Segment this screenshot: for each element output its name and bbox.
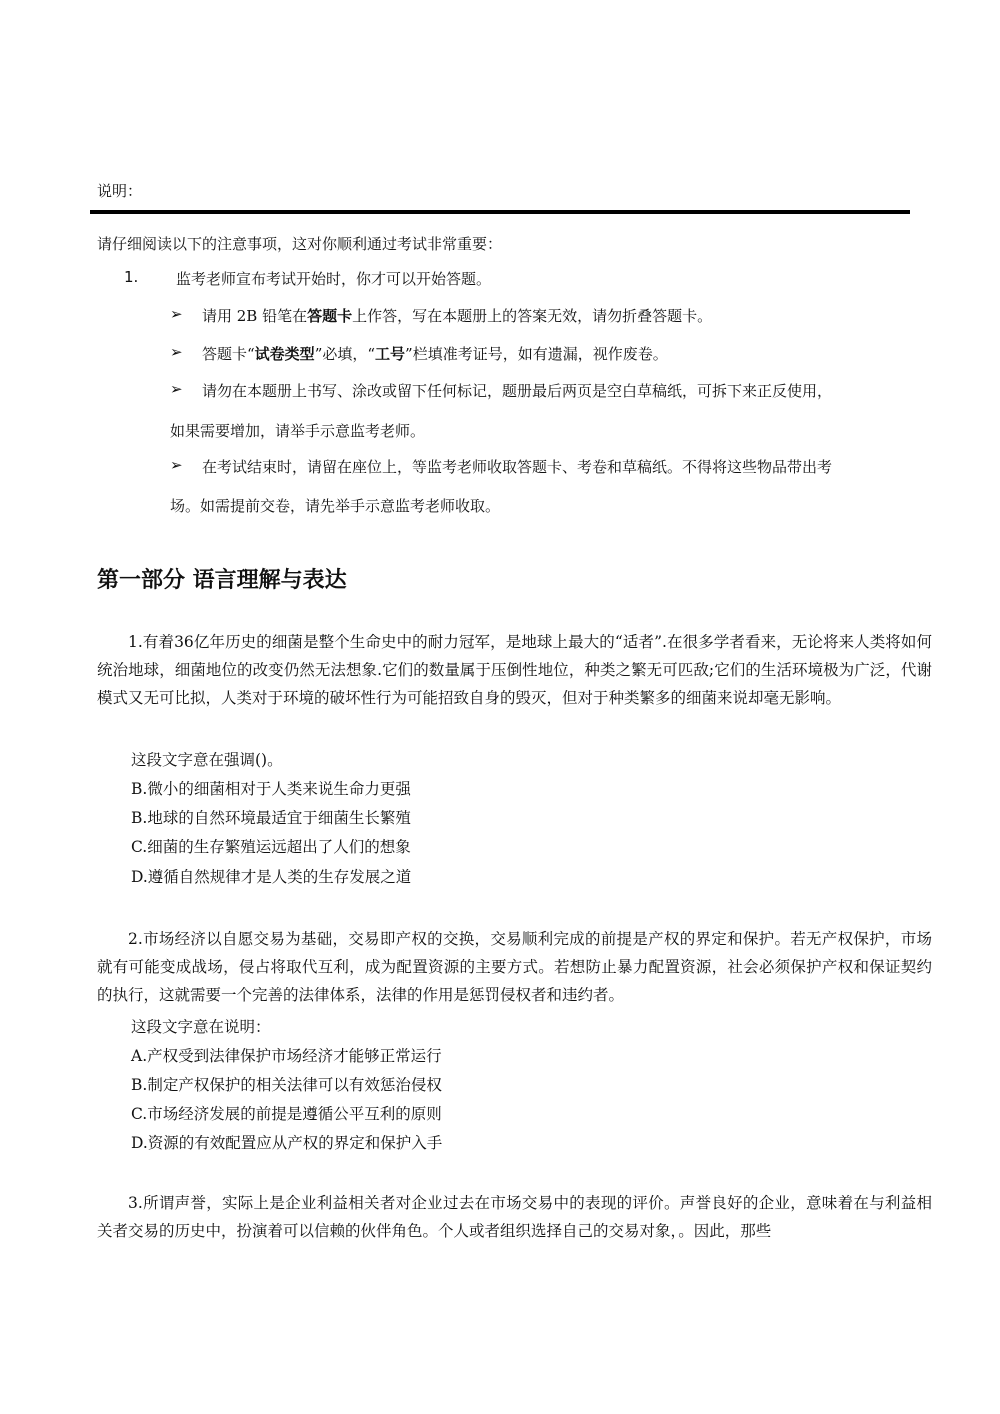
instructions-label: 说明： — [97, 182, 143, 200]
question-2-option: D.资源的有效配置应从产权的界定和保护入手 — [131, 1134, 443, 1152]
notice-intro: 请仔细阅读以下的注意事项，这对你顺利通过考试非常重要： — [97, 235, 503, 253]
notice-bullet-3-line-2: 如果需要增加，请举手示意监考老师。 — [170, 422, 426, 440]
question-3-stem — [97, 1189, 932, 1245]
notice-bullet-4-line-2: 场。如需提前交卷，请先举手示意监考老师收取。 — [170, 497, 501, 515]
question-2-option: A.产权受到法律保护市场经济才能够正常运行 — [131, 1047, 442, 1065]
question-2-option: C.市场经济发展的前提是遵循公平互利的原则 — [131, 1105, 442, 1123]
question-stem-text: 1.有着36亿年历史的细菌是整个生命史中的耐力冠军，是地球上最大的“适者”.在很多学者看来，无论将来人类将如何统治地球，细菌地位的改变仍然无法想象.它们的数量属于压倒性地位，种类之繁无可匹敌;它们的生活环境极为广泛，代谢模式又无可比拟，人类对于环境的破坏性行为可能招致自身的毁灭，但对于种类繁多的细菌来说却毫无影响。 — [97, 633, 932, 707]
question-1-option: C.细菌的生存繁殖运远超出了人们的想象 — [131, 838, 411, 856]
bullet-emphasis: 试卷类型 — [254, 345, 315, 363]
arrow-bullet-icon: ➢ — [170, 456, 183, 474]
notice-bullet-2 — [202, 343, 668, 364]
question-1-option: D.遵循自然规律才是人类的生存发展之道 — [131, 868, 412, 886]
bullet-text: 答题卡“ — [202, 345, 255, 363]
notice-bullet-3-line-1: 请勿在本题册上书写、涂改或留下任何标记，题册最后两页是空白草稿纸，可拆下来正反使用， — [202, 382, 833, 400]
bullet-text: 上作答，写在本题册上的答案无效，请勿折叠答题卡。 — [352, 307, 713, 325]
question-1-prompt: 这段文字意在强调()。 — [131, 751, 283, 769]
notice-bullet-4-line-1: 在考试结束时，请留在座位上，等监考老师收取答题卡、考卷和草稿纸。不得将这些物品带出考 — [202, 458, 833, 476]
bullet-text: ”栏填准考证号，如有遗漏，视作废卷。 — [405, 345, 668, 363]
arrow-bullet-icon: ➢ — [170, 380, 183, 398]
question-2-stem — [97, 925, 932, 1009]
question-1-option: B.地球的自然环境最适宜于细菌生长繁殖 — [131, 809, 411, 827]
question-stem-text: 3.所谓声誉，实际上是企业利益相关者对企业过去在市场交易中的表现的评价。声誉良好的企业，意味着在与利益相关者交易的历史中，扮演着可以信赖的伙伴角色。个人或者组织选择自己的交易对象，。因此，那些 — [97, 1194, 932, 1240]
notice-item-number: 1. — [124, 268, 139, 286]
section-title: 第一部分 语言理解与表达 — [97, 568, 347, 593]
arrow-bullet-icon: ➢ — [170, 343, 183, 361]
bullet-emphasis: 答题卡 — [307, 307, 353, 325]
notice-item-text: 监考老师宣布考试开始时，你才可以开始答题。 — [176, 270, 492, 288]
notice-bullet-1 — [202, 305, 712, 326]
question-1-stem — [97, 628, 932, 712]
question-2-prompt: 这段文字意在说明： — [131, 1018, 271, 1036]
bullet-emphasis: 工号 — [375, 345, 406, 363]
question-1-option: B.微小的细菌相对于人类来说生命力更强 — [131, 780, 411, 798]
arrow-bullet-icon: ➢ — [170, 305, 183, 323]
bullet-text: 请用 2B 铅笔在 — [202, 307, 308, 325]
bullet-text: ”必填，“ — [314, 345, 376, 363]
question-stem-text: 2.市场经济以自愿交易为基础，交易即产权的交换，交易顺利完成的前提是产权的界定和保护。若无产权保护，市场就有可能变成战场，侵占将取代互利，成为配置资源的主要方式。若想防止暴力配置资源，社会必须保护产权和保证契约的执行，这就需要一个完善的法律体系，法律的作用是惩罚侵权者和违约者。 — [97, 930, 932, 1004]
question-2-option: B.制定产权保护的相关法律可以有效惩治侵权 — [131, 1076, 442, 1094]
header-divider — [90, 210, 910, 214]
